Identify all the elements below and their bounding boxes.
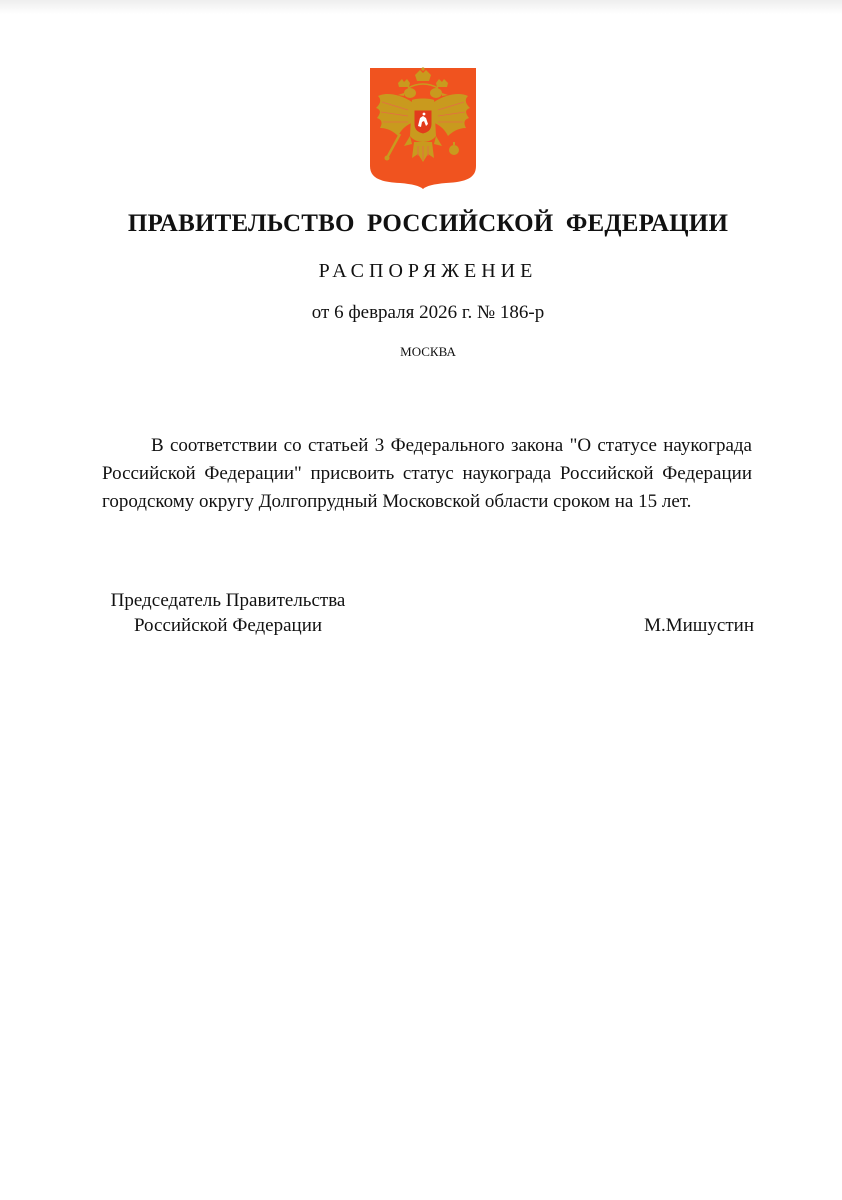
coat-of-arms-icon	[368, 66, 478, 190]
signer-name: М.Мишустин	[644, 615, 754, 636]
top-shadow	[0, 0, 842, 14]
document-type: РАСПОРЯЖЕНИЕ	[318, 260, 538, 282]
government-title: ПРАВИТЕЛЬСТВО РОССИЙСКОЙ ФЕДЕРАЦИИ	[127, 210, 729, 237]
signer-position	[102, 588, 354, 638]
order-paragraph: В соответствии со статьей 3 Федерального закона "О статусе наукограда Российской Федерации" присвоить статус наукограда Российской Федерации городскому округу Долгопрудный Московской области сроком на 15 лет.	[102, 435, 752, 512]
signer-position-line1: Председатель Правительства	[110, 590, 346, 611]
signer-position-line2: Российской Федерации	[133, 615, 323, 636]
document-date-number: от 6 февраля 2026 г. № 186-р	[311, 302, 545, 323]
document-city: МОСКВА	[400, 344, 456, 359]
faint-watermark	[548, 1140, 758, 1152]
